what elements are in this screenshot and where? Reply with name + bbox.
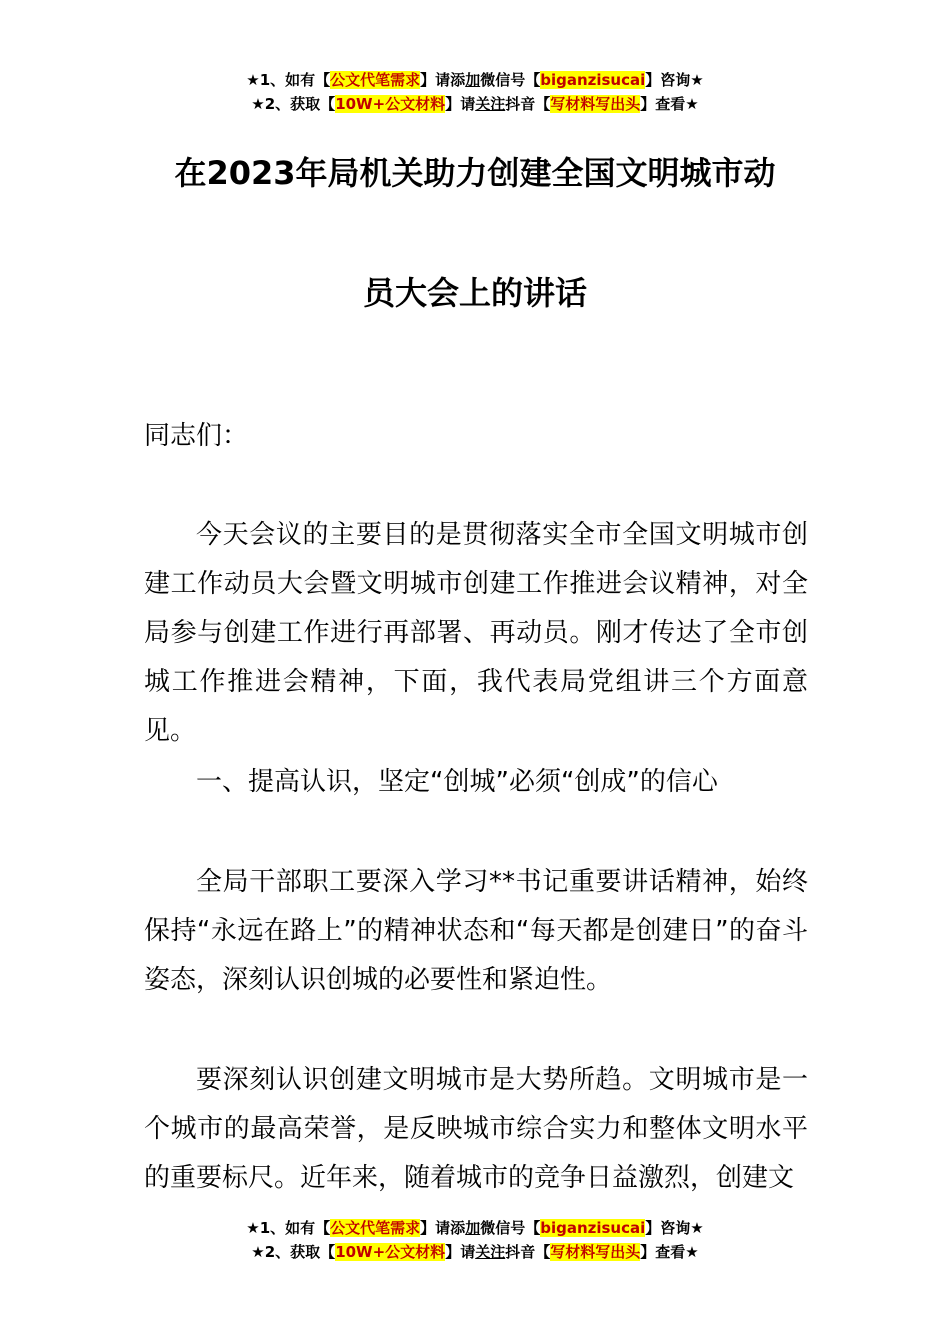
highlight-service: 公文代笔需求 [330,1219,421,1237]
document-title-line-2: 员大会上的讲话 [362,274,587,312]
highlight-douyin-account: 写材料写出头 [550,95,641,113]
promo-line-1: ★1、如有【公文代笔需求】请添加微信号【biganzisucai】咨询★ [246,71,704,89]
promo-line-1: ★1、如有【公文代笔需求】请添加微信号【biganzisucai】咨询★ [246,1219,704,1237]
highlight-materials: 10W+公文材料 [335,95,446,113]
highlight-wechat-id: biganzisucai [540,1219,646,1237]
highlight-materials: 10W+公文材料 [335,1243,446,1261]
promo-banner-top [0,68,950,116]
promo-line-2: ★2、获取【10W+公文材料】请关注抖音【写材料写出头】查看★ [251,95,699,113]
highlight-wechat-id: biganzisucai [540,71,646,89]
paragraph-study: 全局干部职工要深入学习**书记重要讲话精神，始终保持“永远在路上”的精神状态和“每天都是创建日”的奋斗姿态，深刻认识创城的必要性和紧迫性。 [144,867,808,995]
section-heading-1: 一、提高认识，坚定“创城”必须“创成”的信心 [196,767,718,797]
greeting: 同志们： [144,421,249,451]
paragraph-intro: 今天会议的主要目的是贯彻落实全市全国文明城市创建工作动员大会暨文明城市创建工作推进会议精神，对全局参与创建工作进行再部署、再动员。刚才传达了全市创城工作推进会精神，下面，我代表局党组讲三个方面意见。 [144,520,808,746]
promo-line-2: ★2、获取【10W+公文材料】请关注抖音【写材料写出头】查看★ [251,1243,699,1261]
promo-banner-bottom [0,1216,950,1264]
highlight-douyin-account: 写材料写出头 [550,1243,641,1261]
highlight-service: 公文代笔需求 [330,71,421,89]
paragraph-trend: 要深刻认识创建文明城市是大势所趋。文明城市是一个城市的最高荣誉，是反映城市综合实力和整体文明水平的重要标尺。近年来，随着城市的竞争日益激烈，创建文 [144,1065,808,1193]
document-title-line-1: 在2023年局机关助力创建全国文明城市动 [174,154,776,192]
